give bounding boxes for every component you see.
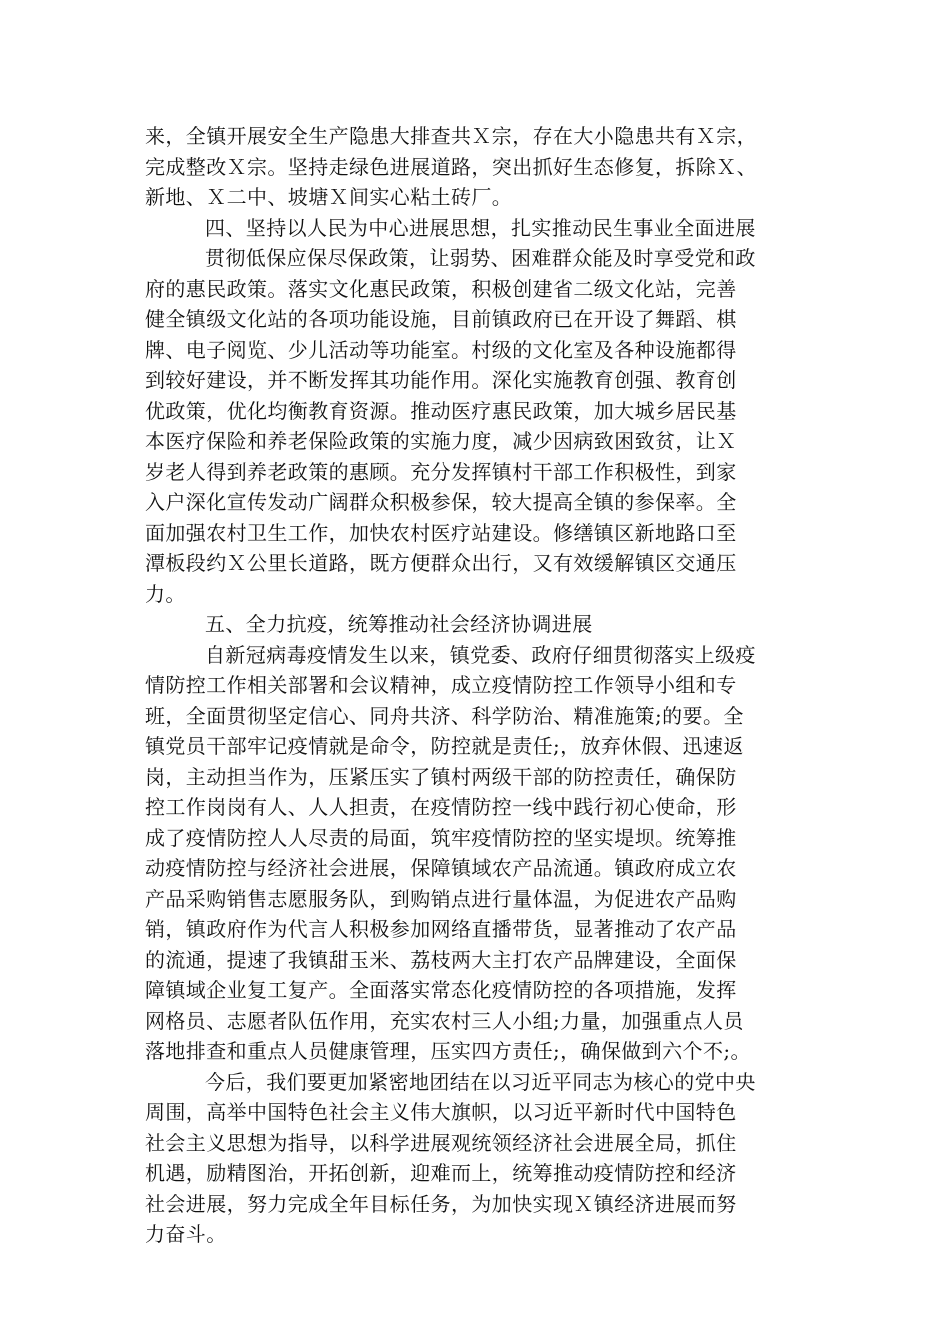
text-line: 成了疫情防控人人尽责的局面，筑牢疫情防控的坚实堤坝。统筹推 <box>145 825 737 850</box>
text-line: 产品采购销售志愿服务队，到购销点进行量体温，为促进农产品购 <box>145 886 737 911</box>
text-line: 镇党员干部牢记疫情就是命令，防控就是责任;，放弃休假、迅速返 <box>145 734 744 758</box>
text-line: 优政策，优化均衡教育资源。推动医疗惠民政策，加大城乡居民基 <box>145 398 737 423</box>
text-line: 力奋斗。 <box>145 1222 227 1246</box>
text-line: 控工作岗岗有人、人人担责，在疫情防控一线中践行初心使命，形 <box>145 795 737 819</box>
paragraph-start: 贯彻低保应保尽保政策，让弱势、困难群众能及时享受党和政 <box>205 246 756 270</box>
text-line: 动疫情防控与经济社会进展，保障镇域农产品流通。镇政府成立农 <box>145 856 737 880</box>
text-line: 本医疗保险和养老保险政策的实施力度，减少因病致困致贫，让Ｘ <box>145 429 737 453</box>
text-line: 完成整改Ｘ宗。坚持走绿色进展道路，突出抓好生态修复，拆除Ｘ、 <box>145 154 757 179</box>
text-line: 来，全镇开展安全生产隐患大排查共Ｘ宗，存在大小隐患共有Ｘ宗， <box>145 124 757 148</box>
text-line: 府的惠民政策。落实文化惠民政策，积极创建省二级文化站，完善 <box>145 276 737 301</box>
section-heading-4: 四、坚持以人民为中心进展思想，扎实推动民生事业全面进展 <box>205 215 756 240</box>
text-line: 障镇域企业复工复产。全面落实常态化疫情防控的各项措施，发挥 <box>145 978 737 1002</box>
text-line: 健全镇级文化站的各项功能设施，目前镇政府已在开设了舞蹈、棋 <box>145 307 737 331</box>
text-line: 情防控工作相关部署和会议精神，成立疫情防控工作领导小组和专 <box>145 673 737 697</box>
text-line: 的流通，提速了我镇甜玉米、荔枝两大主打农产品牌建设，全面保 <box>145 947 737 972</box>
text-line: 销，镇政府作为代言人积极参加网络直播带货，显著推动了农产品 <box>145 917 737 941</box>
text-line: 入户深化宣传发动广阔群众积极参保，较大提高全镇的参保率。全 <box>145 490 737 514</box>
text-line: 新地、Ｘ二中、坡塘Ｘ间实心粘土砖厂。 <box>145 185 513 209</box>
text-line: 力。 <box>145 581 186 606</box>
text-line: 社会主义思想为指导，以科学进展观统领经济社会进展全局，抓住 <box>145 1130 737 1155</box>
text-line: 潭板段约Ｘ公里长道路，既方便群众出行，又有效缓解镇区交通压 <box>145 551 737 575</box>
text-line: 到较好建设，并不断发挥其功能作用。深化实施教育创强、教育创 <box>145 368 737 392</box>
paragraph-start: 自新冠病毒疫情发生以来，镇党委、政府仔细贯彻落实上级疫 <box>205 642 756 667</box>
paragraph-start: 今后，我们要更加紧密地团结在以习近平同志为核心的党中央 <box>205 1069 756 1094</box>
document-body <box>145 121 817 1250</box>
text-line: 网格员、志愿者队伍作用，充实农村三人小组;力量，加强重点人员 <box>145 1008 744 1033</box>
text-line: 周围，高举中国特色社会主义伟大旗帜，以习近平新时代中国特色 <box>145 1100 737 1124</box>
text-line: 机遇，励精图治，开拓创新，迎难而上，统筹推动疫情防控和经济 <box>145 1161 737 1185</box>
text-line: 落地排查和重点人员健康管理，压实四方责任;，确保做到六个不;。 <box>145 1039 751 1063</box>
section-heading-5: 五、全力抗疫，统筹推动社会经济协调进展 <box>205 612 593 636</box>
text-line: 岗，主动担当作为，压紧压实了镇村两级干部的防控责任，确保防 <box>145 764 737 789</box>
text-line: 岁老人得到养老政策的惠顾。充分发挥镇村干部工作积极性，到家 <box>145 459 737 484</box>
text-line: 牌、电子阅览、少儿活动等功能室。村级的文化室及各种设施都得 <box>145 337 737 362</box>
text-line: 班，全面贯彻坚定信心、同舟共济、科学防治、精准施策;的要。全 <box>145 703 744 728</box>
text-line: 面加强农村卫生工作，加快农村医疗站建设。修缮镇区新地路口至 <box>145 520 737 545</box>
text-line: 社会进展，努力完成全年目标任务，为加快实现Ｘ镇经济进展而努 <box>145 1191 737 1216</box>
